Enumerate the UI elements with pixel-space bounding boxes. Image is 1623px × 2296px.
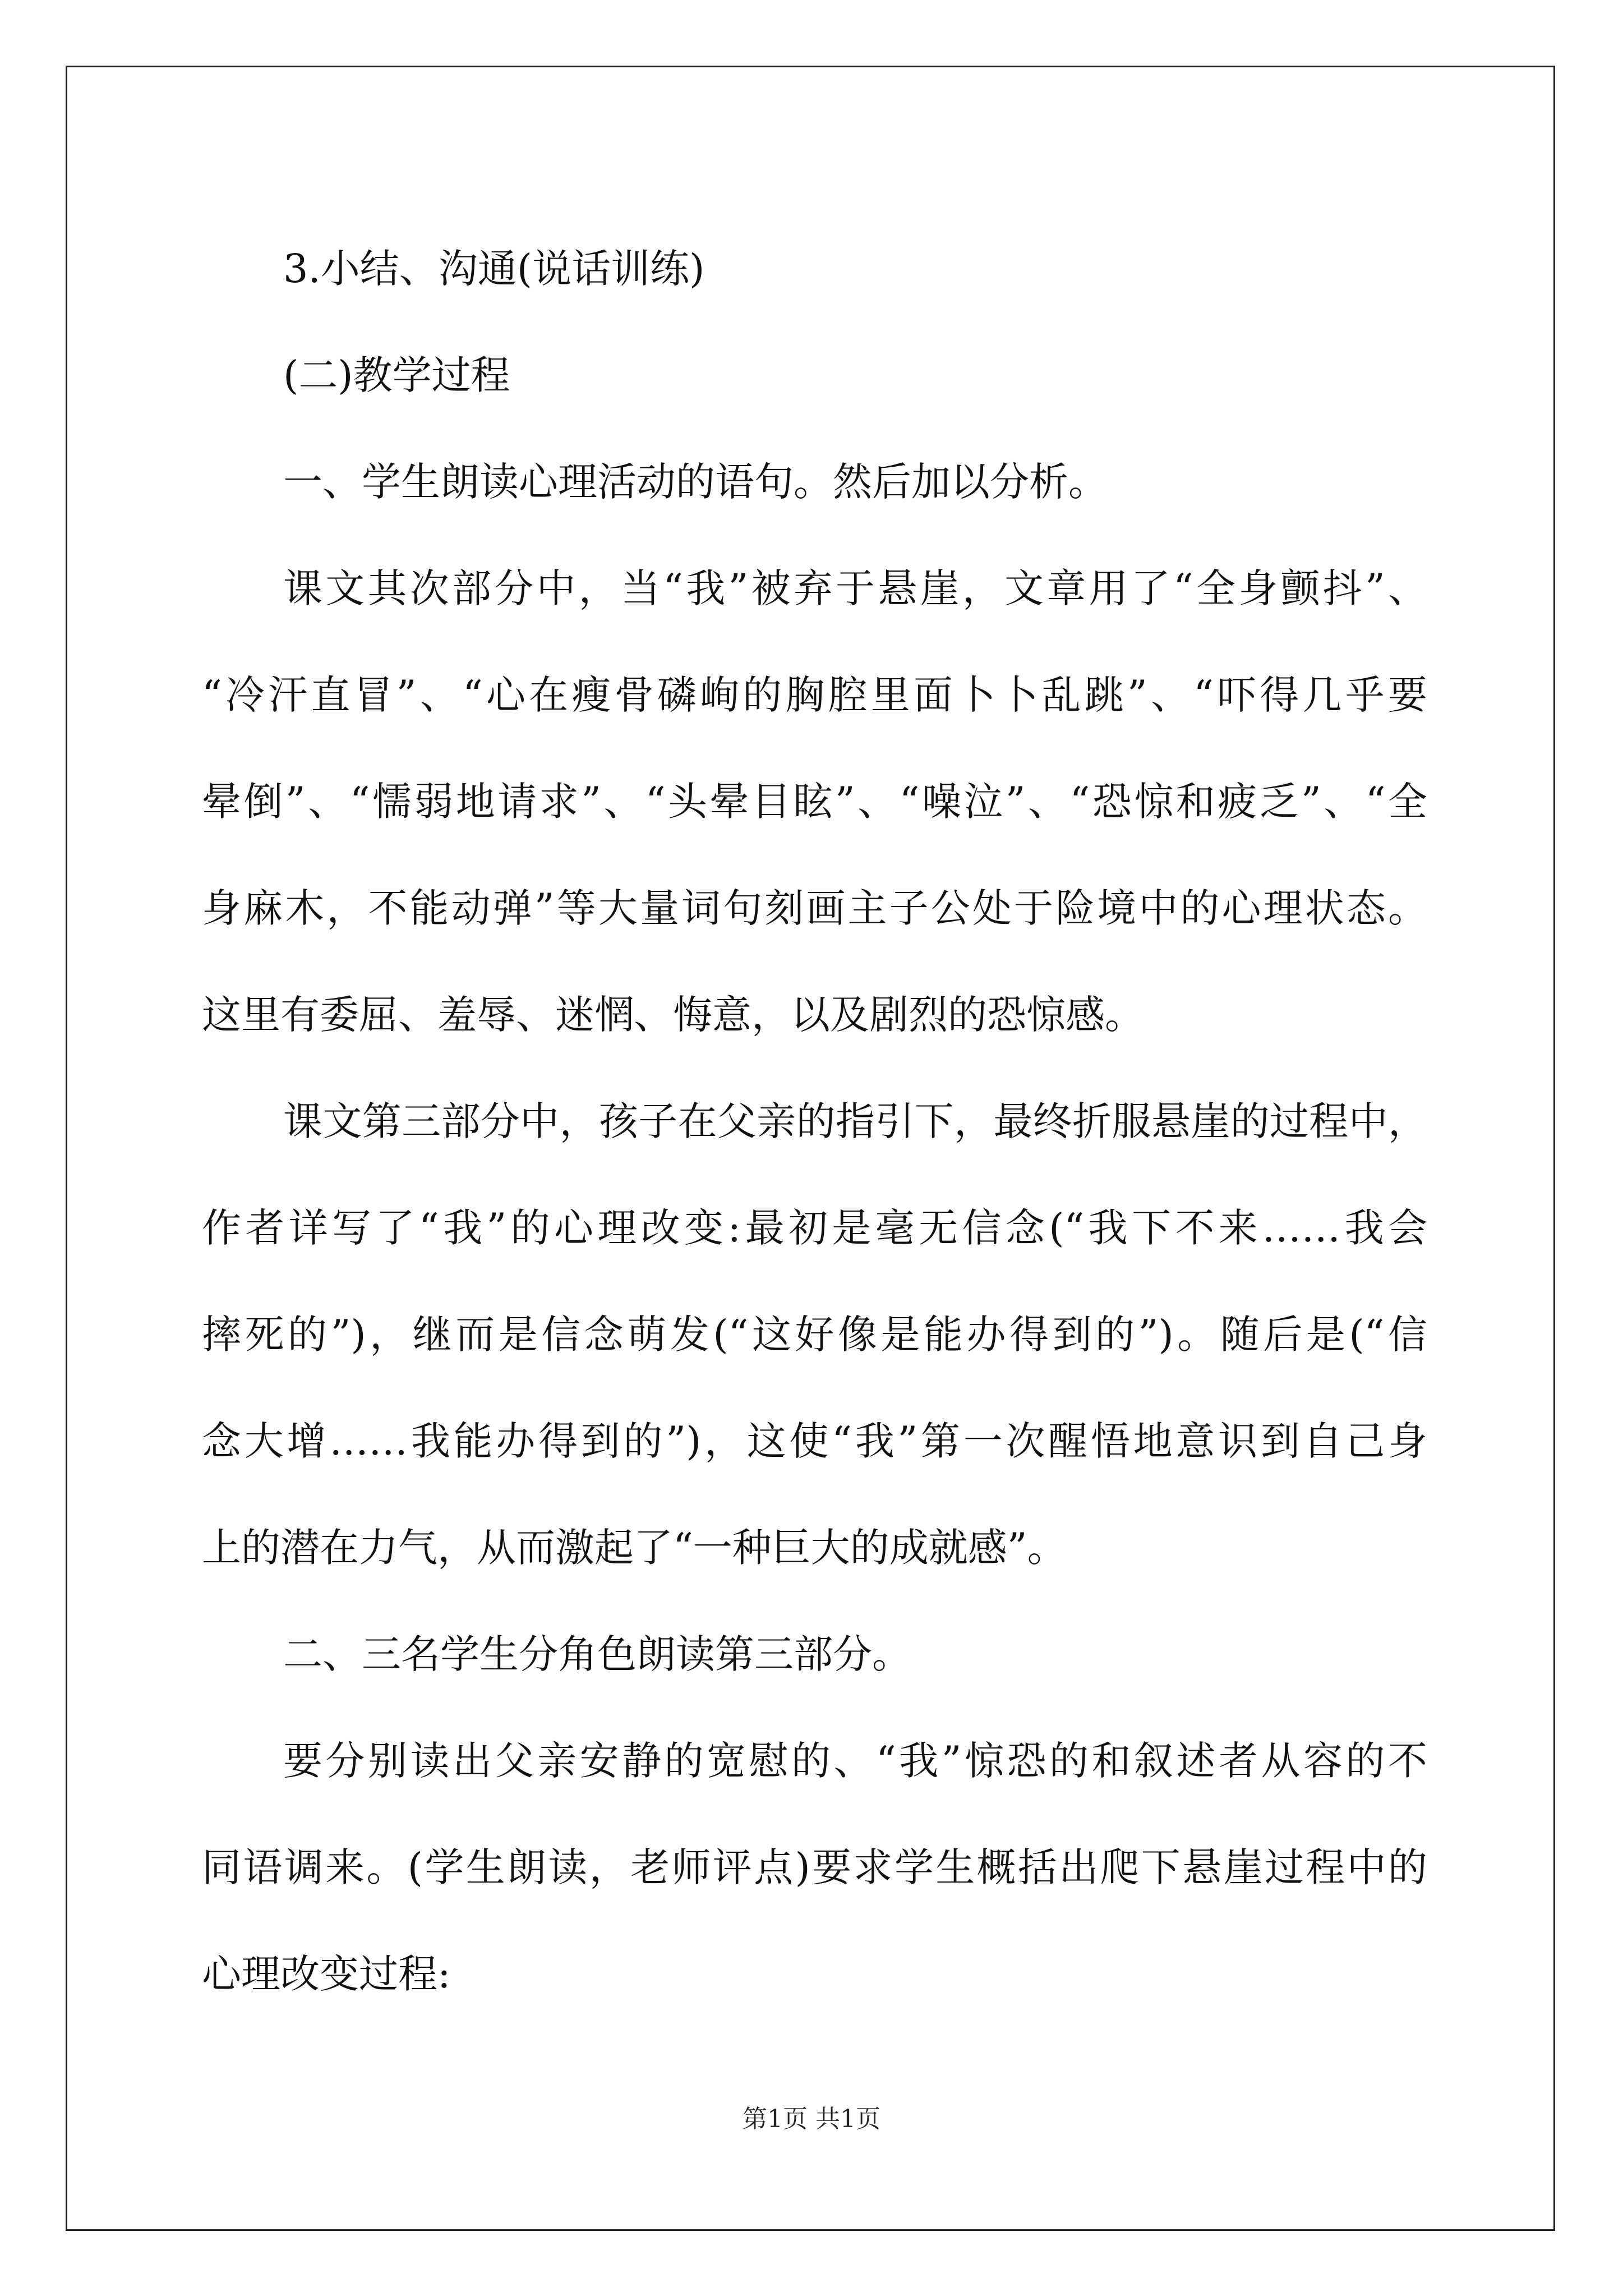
paragraph-line: 同语调来。(学生朗读，老师评点)要求学生概括出爬下悬崖过程中的 [202, 1844, 1427, 1890]
paragraph-line: 上的潜在力气，从而激起了“一种巨大的成就感”。 [202, 1525, 1067, 1571]
paragraph-line: 这里有委屈、羞辱、迷惘、悔意，以及剧烈的恐惊感。 [202, 992, 1144, 1038]
paragraph-line: 课文第三部分中，孩子在父亲的指引下，最终折服悬崖的过程中， [283, 1098, 1427, 1144]
section-one-title: 一、学生朗读心理活动的语句。然后加以分析。 [283, 459, 1108, 505]
paragraph-line: 晕倒”、“懦弱地请求”、“头晕目眩”、“噪泣”、“恐惊和疲乏”、“全 [202, 779, 1427, 825]
paragraph-line: 念大增……我能办得到的”)，这使“我”第一次醒悟地意识到自己身 [202, 1418, 1427, 1464]
paragraph-line: 身麻木，不能动弹”等大量词句刻画主子公处于险境中的心理状态。 [202, 885, 1427, 931]
paragraph-line: 课文其次部分中，当“我”被弃于悬崖，文章用了“全身颤抖”、 [283, 565, 1427, 611]
paragraph-line: 作者详写了“我”的心理改变:最初是毫无信念(“我下不来……我会 [202, 1205, 1427, 1251]
paragraph-line: “冷汗直冒”、“心在瘦骨磷峋的胸腔里面卜卜乱跳”、“吓得几乎要 [202, 672, 1427, 718]
heading-summary: 3.小结、沟通(说话训练) [283, 246, 705, 292]
section-two-title: 二、三名学生分角色朗读第三部分。 [283, 1631, 911, 1677]
heading-teaching-process: (二)教学过程 [283, 352, 510, 398]
paragraph-line: 摔死的”)，继而是信念萌发(“这好像是能办得到的”)。随后是(“信 [202, 1312, 1427, 1358]
document-body [202, 215, 1427, 2027]
paragraph-line: 要分别读出父亲安静的宽慰的、“我”惊恐的和叙述者从容的不 [283, 1738, 1427, 1784]
page-number-footer: 第1页 共1页 [743, 2105, 880, 2133]
paragraph-line: 心理改变过程: [202, 1951, 451, 1997]
